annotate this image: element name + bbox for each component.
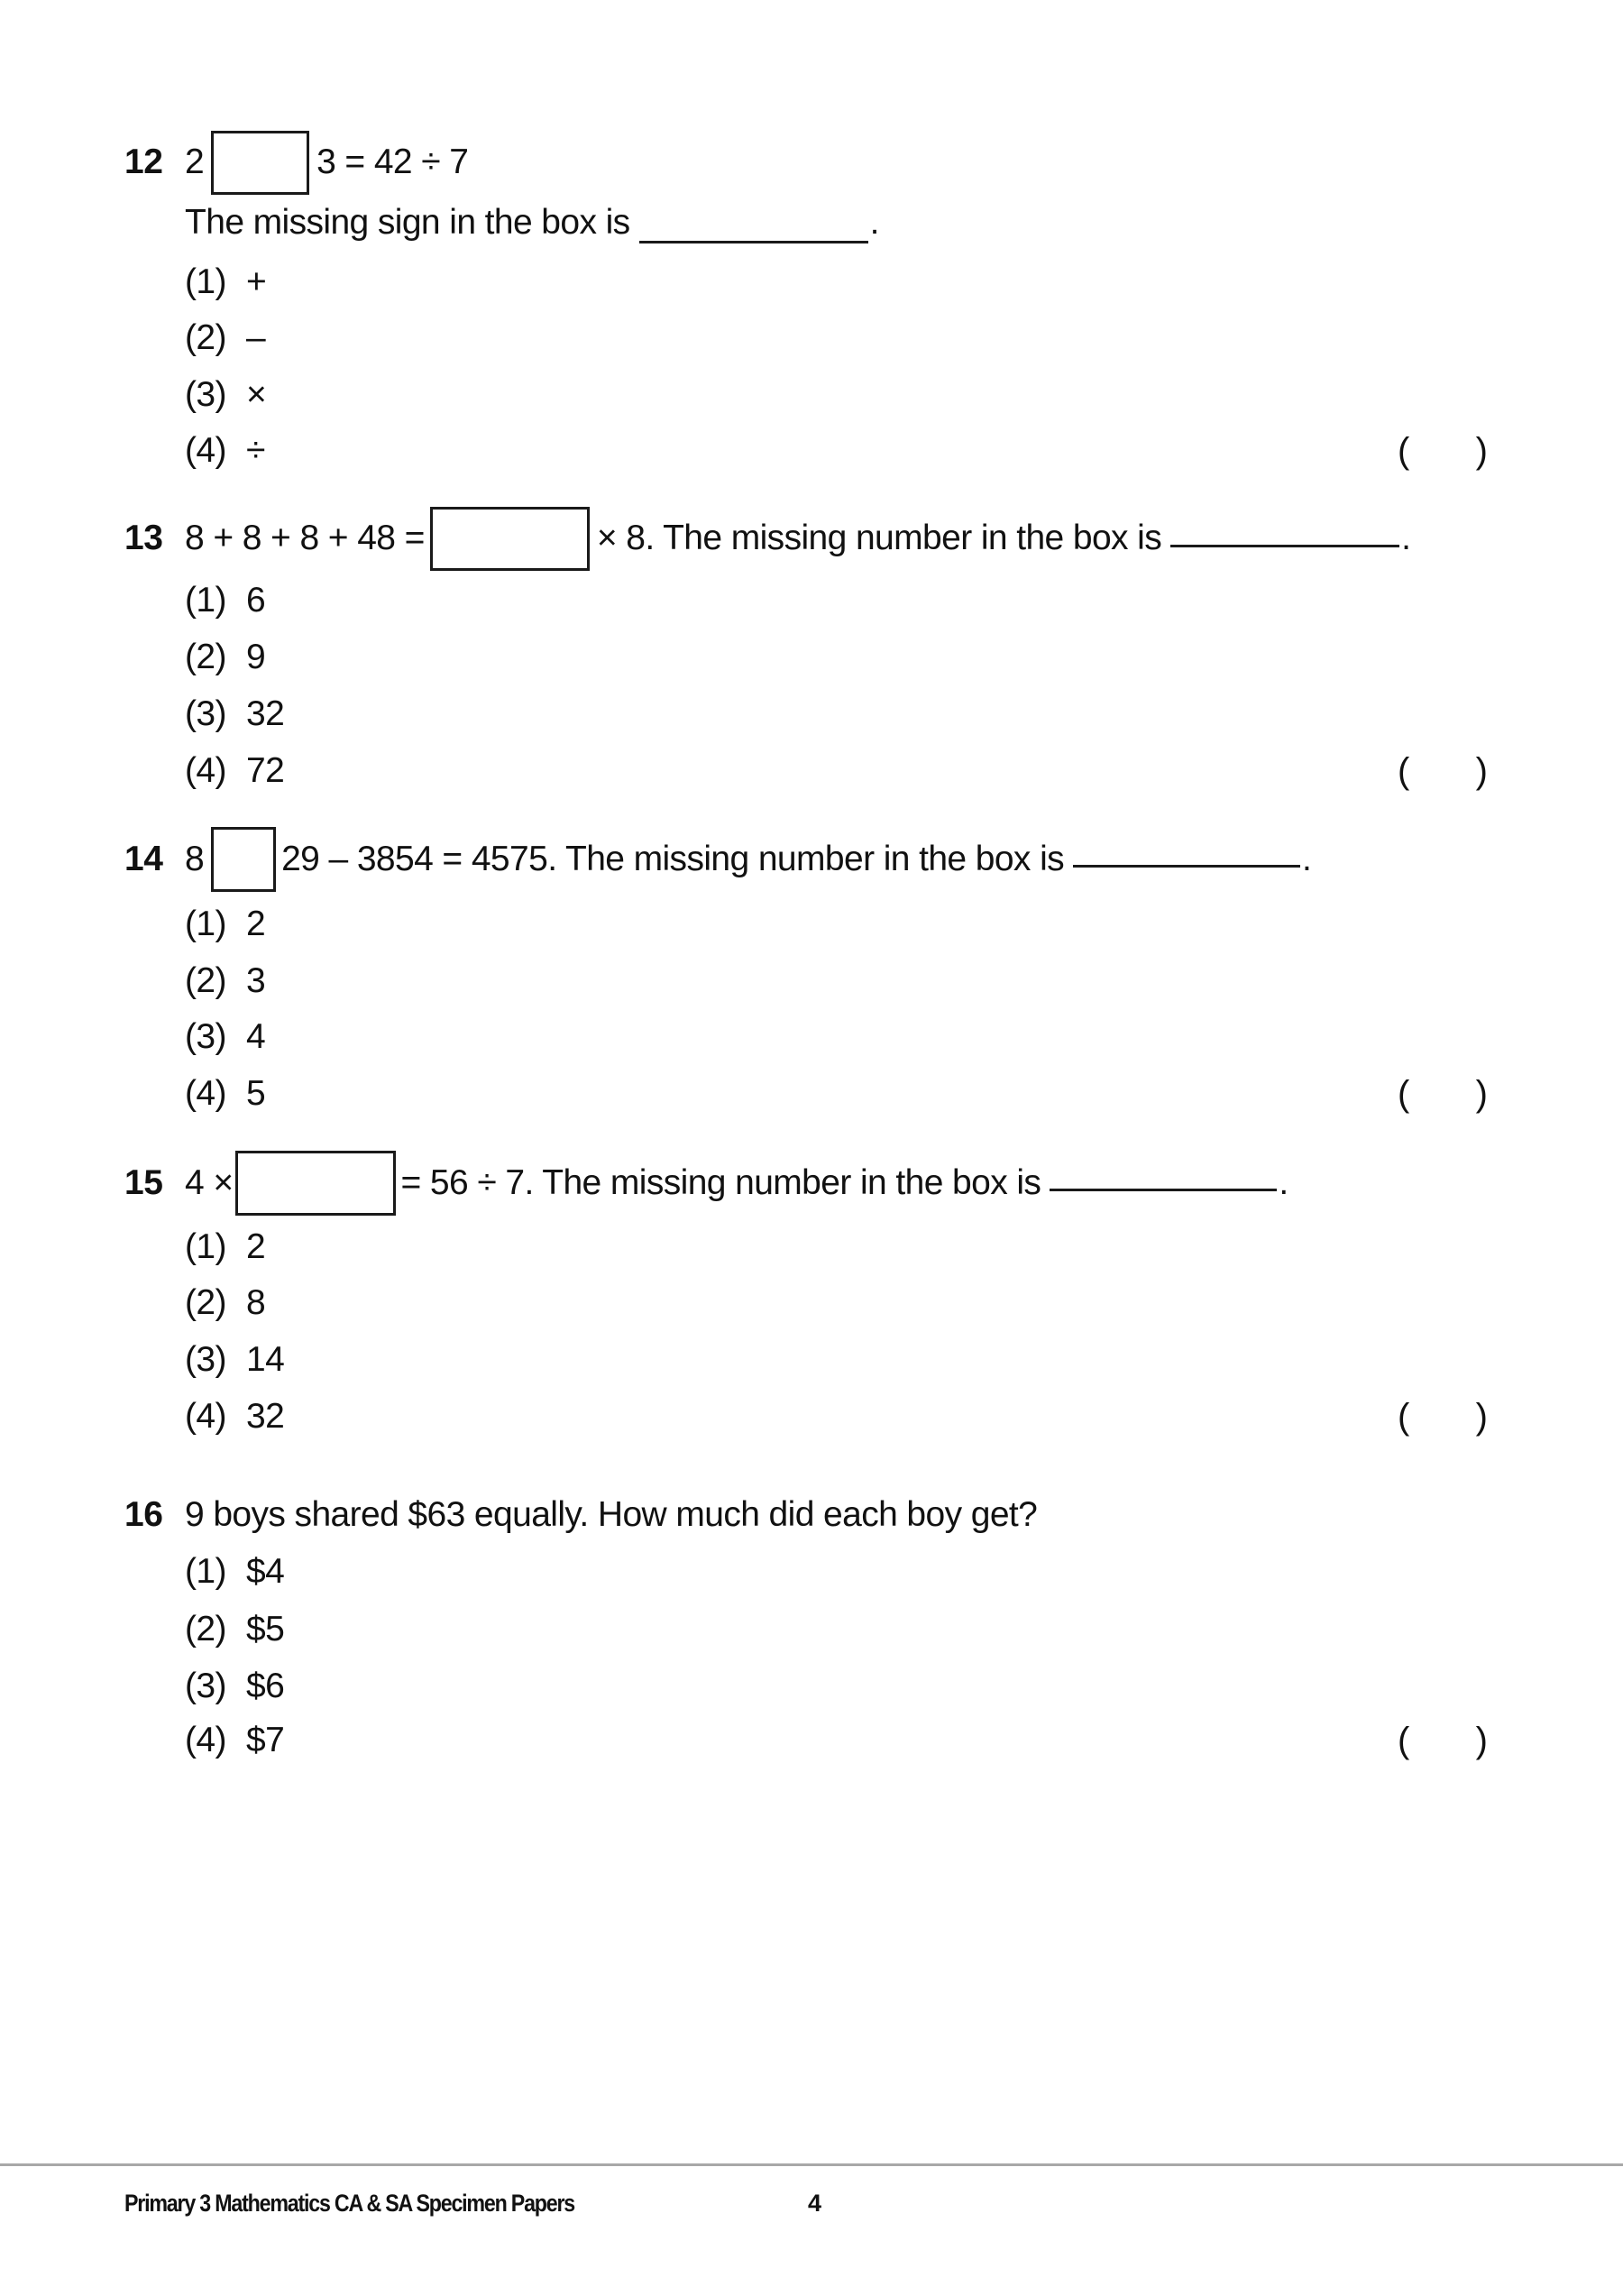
option-value: 2 <box>246 905 266 943</box>
option-value: 4 <box>246 1017 266 1056</box>
option-label: (3) <box>185 1340 226 1379</box>
missing-number-box[interactable] <box>235 1151 396 1216</box>
question-number: 13 <box>124 519 163 557</box>
answer-blank[interactable] <box>1073 838 1300 868</box>
blank-period: . <box>1279 1163 1288 1202</box>
option-value: 32 <box>246 694 285 733</box>
option-label: (4) <box>185 1074 226 1113</box>
option-4[interactable] <box>185 424 265 478</box>
option-label: (3) <box>185 694 226 733</box>
stem-after-box: = 56 ÷ 7. The missing number in the box is <box>400 1163 1041 1202</box>
answer-bracket[interactable] <box>1398 424 1488 478</box>
missing-sign-box[interactable] <box>211 131 309 195</box>
page-number: 4 <box>808 2190 822 2217</box>
option-label: (4) <box>185 1397 226 1436</box>
option-label: (2) <box>185 1610 226 1649</box>
bracket-close: ) <box>1475 750 1488 791</box>
question-number: 16 <box>124 1495 163 1534</box>
question-stem <box>185 827 1311 892</box>
option-value: 8 <box>246 1283 266 1322</box>
stem-before-box: 8 + 8 + 8 + 48 = <box>185 519 425 557</box>
blank-period: . <box>869 203 879 242</box>
stem-after-box: 29 – 3854 = 4575. The missing number in the box is <box>281 840 1065 878</box>
question-stem <box>185 1151 1288 1216</box>
option-label: (1) <box>185 1552 226 1591</box>
option-value: $4 <box>246 1552 285 1591</box>
bracket-open: ( <box>1398 1720 1410 1760</box>
option-value: – <box>246 318 266 357</box>
bracket-open: ( <box>1398 1073 1410 1114</box>
option-value: 2 <box>246 1227 266 1266</box>
option-label: (4) <box>185 751 226 790</box>
answer-blank[interactable] <box>1050 1162 1277 1191</box>
answer-blank[interactable] <box>1170 518 1399 547</box>
option-value: $7 <box>246 1721 285 1759</box>
option-value: 6 <box>246 581 266 620</box>
option-label: (3) <box>185 375 226 414</box>
stem-after-box: × 8. The missing number in the box is <box>596 519 1162 557</box>
option-4[interactable] <box>185 1390 284 1444</box>
option-label: (3) <box>185 1017 226 1056</box>
answer-bracket[interactable] <box>1398 1067 1488 1121</box>
blank-period: . <box>1302 840 1312 878</box>
bracket-close: ) <box>1475 1073 1488 1114</box>
footer-divider <box>0 2163 1623 2166</box>
answer-bracket[interactable] <box>1398 1390 1488 1444</box>
missing-number-box[interactable] <box>430 507 590 571</box>
option-value: 5 <box>246 1074 266 1113</box>
option-1[interactable] <box>185 574 265 628</box>
option-value: + <box>246 262 267 301</box>
stem-after-box: 3 = 42 ÷ 7 <box>316 142 469 181</box>
option-label: (3) <box>185 1667 226 1705</box>
option-4[interactable] <box>185 744 284 798</box>
option-3[interactable] <box>185 368 266 422</box>
option-label: (2) <box>185 318 226 357</box>
option-value: ÷ <box>246 431 265 470</box>
bracket-open: ( <box>1398 430 1410 471</box>
option-label: (1) <box>185 262 226 301</box>
option-2[interactable] <box>185 311 265 365</box>
question-stem <box>185 1495 1037 1535</box>
option-3[interactable] <box>185 1659 284 1713</box>
answer-bracket[interactable] <box>1398 744 1488 798</box>
option-value: $6 <box>246 1667 285 1705</box>
option-label: (2) <box>185 961 226 1000</box>
stem-before-box: 4 × <box>185 1163 234 1202</box>
option-value: × <box>246 375 267 414</box>
bracket-close: ) <box>1475 430 1488 471</box>
option-3[interactable] <box>185 1010 265 1064</box>
question-prompt <box>185 203 879 243</box>
option-label: (2) <box>185 1283 226 1322</box>
answer-bracket[interactable] <box>1398 1713 1488 1768</box>
stem-before-box: 8 <box>185 840 205 878</box>
option-label: (1) <box>185 905 226 943</box>
option-3[interactable] <box>185 1333 284 1387</box>
question-number: 15 <box>124 1163 163 1202</box>
option-2[interactable] <box>185 630 265 684</box>
stem-text: 9 boys shared $63 equally. How much did each boy get? <box>185 1495 1038 1534</box>
bracket-open: ( <box>1398 750 1410 791</box>
question-number: 14 <box>124 840 163 878</box>
option-4[interactable] <box>185 1067 265 1121</box>
option-1[interactable] <box>185 897 265 951</box>
option-2[interactable] <box>185 1276 265 1330</box>
option-label: (1) <box>185 581 226 620</box>
option-label: (4) <box>185 431 226 470</box>
option-value: 32 <box>246 1397 285 1436</box>
blank-period: . <box>1401 519 1411 557</box>
option-1[interactable] <box>185 255 266 309</box>
option-1[interactable] <box>185 1545 284 1599</box>
option-value: 14 <box>246 1340 285 1379</box>
option-label: (2) <box>185 638 226 676</box>
bracket-close: ) <box>1475 1720 1488 1760</box>
bracket-open: ( <box>1398 1396 1410 1437</box>
question-number: 12 <box>124 142 163 181</box>
question-stem <box>185 131 468 195</box>
option-label: (4) <box>185 1721 226 1759</box>
stem-before-box: 2 <box>185 142 205 181</box>
option-1[interactable] <box>185 1220 265 1274</box>
option-2[interactable] <box>185 954 265 1008</box>
question-stem <box>185 507 1410 571</box>
bracket-close: ) <box>1475 1396 1488 1437</box>
option-label: (1) <box>185 1227 226 1266</box>
option-value: 9 <box>246 638 266 676</box>
footer-title: Primary 3 Mathematics CA & SA Specimen Papers <box>124 2190 575 2217</box>
option-value: $5 <box>246 1610 285 1649</box>
option-2[interactable] <box>185 1603 284 1657</box>
option-value: 72 <box>246 751 285 790</box>
prompt-text: The missing sign in the box is <box>185 203 630 242</box>
option-value: 3 <box>246 961 266 1000</box>
missing-digit-box[interactable] <box>211 827 276 892</box>
answer-blank[interactable] <box>639 214 868 243</box>
option-3[interactable] <box>185 687 284 741</box>
option-4[interactable] <box>185 1713 284 1768</box>
